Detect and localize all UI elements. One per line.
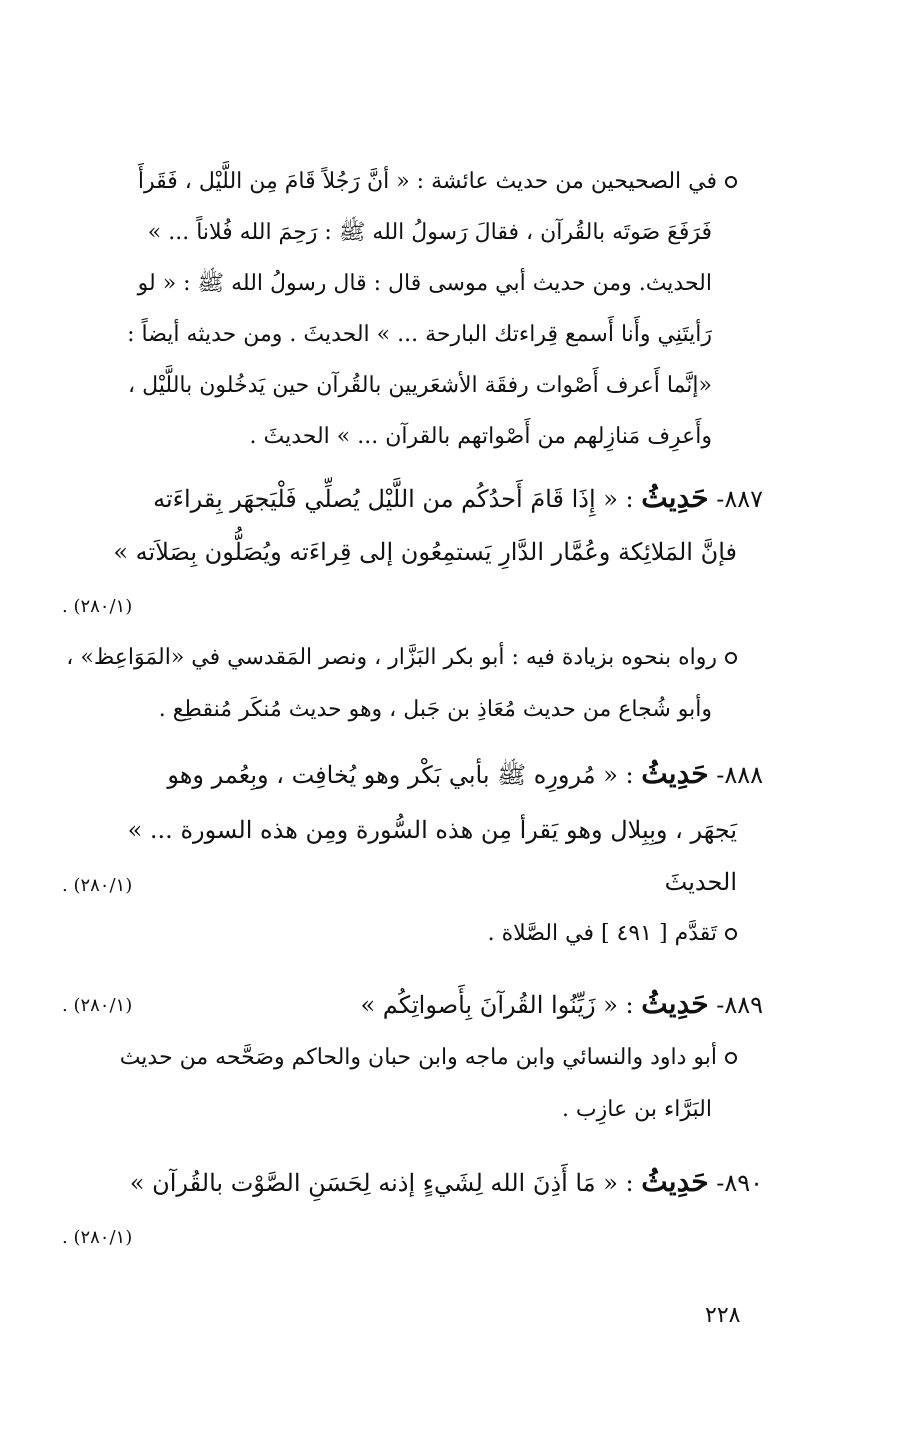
- hadith-888-reference: (٢٨٠/١) .: [62, 875, 133, 896]
- hadith-888-line-1: [167, 752, 763, 797]
- hadith-text: : « مَا أَذِنَ الله لِشَيءٍ إذنه لِحَسَنِ الصَّوْت بالقُرآن »: [129, 1169, 634, 1197]
- hadith-888-line-3: الحديثَ: [664, 868, 737, 896]
- hadith-889-line-1: [360, 982, 763, 1027]
- note-887-line-1: رواه بنحوه بزيادة فيه : أبو بكر البَزَّار ، ونصر المَقدسي في «المَوَاعِظ» ،: [66, 636, 737, 680]
- hadith-887-line-1: [153, 476, 763, 521]
- hadith-number: ٨٨٩-: [716, 991, 763, 1019]
- note-888-line-1: تَقدَّم [ ٤٩١ ] في الصَّلاة .: [488, 912, 737, 956]
- circle-bullet-icon: [725, 176, 737, 188]
- hadith-890-line-1: [130, 1160, 763, 1205]
- hadith-888-line-2: يَجهَر ، وبِبِلال وهو يَقرأ مِن هذه السُّورة ومِن هذه السورة ... »: [127, 816, 737, 844]
- hadith-887-line-2: فإنَّ المَلائِكة وعُمَّار الدَّارِ يَستمِعُون إلى قِراءَته ويُصَلُّون بِصَلاَته »: [113, 538, 737, 566]
- intro-line-1: في الصحيحين من حديث عائشة : « أنَّ رَجُلاً قَامَ مِن اللَّيْل ، فَقَرأَ: [138, 160, 737, 204]
- intro-line-6: وأَعرِف مَنازِلهم من أَصْواتهم بالقرآن ... » الحديثَ .: [249, 424, 712, 449]
- hadith-keyword: حَدِيثُ: [641, 481, 709, 514]
- page-number: ٢٢٨: [705, 1303, 741, 1328]
- hadith-keyword: حَدِيثُ: [641, 987, 709, 1020]
- intro-line-5: «إنَّما أَعرف أَصْوات رفقَة الأشعَريين بالقُرآن حين يَدخُلون باللَّيْل ،: [128, 373, 712, 398]
- intro-line-4: رَأيتَنِي وأَنا أَسمع قِراءتك البارحة ... » الحديثَ . ومن حديثه أيضاً :: [127, 322, 712, 347]
- note-889-line-2: البَرَّاء بن عازِب .: [561, 1097, 712, 1122]
- circle-bullet-icon: [725, 1052, 737, 1064]
- hadith-number: ٨٨٧-: [716, 485, 763, 513]
- hadith-text: : « مُرورِه ﷺ بأبي بَكْر وهو يُخافِت ، وبِعُمر وهو: [167, 761, 634, 789]
- note-889-line-1: أبو داود والنسائي وابن ماجه وابن حبان والحاكم وصَحَّحه من حديث: [120, 1036, 737, 1080]
- hadith-keyword: حَدِيثُ: [641, 757, 709, 790]
- intro-line-3: الحديث. ومن حديث أبي موسى قال : قال رسولُ الله ﷺ : « لو: [137, 271, 712, 296]
- hadith-text: : « زَيِّنُوا القُرآنَ بِأَصواتِكُم »: [360, 991, 634, 1019]
- hadith-text: : « إِذَا قَامَ أَحدُكُم من اللَّيْل يُصلِّي فَلْيَجهَر بِقراءَته: [153, 485, 634, 513]
- hadith-number: ٨٨٨-: [716, 761, 763, 789]
- hadith-889-reference: (٢٨٠/١) .: [62, 995, 133, 1016]
- hadith-number: ٨٩٠-: [716, 1169, 763, 1197]
- circle-bullet-icon: [725, 652, 737, 664]
- circle-bullet-icon: [725, 928, 737, 940]
- hadith-890-reference: (٢٨٠/١) .: [62, 1227, 133, 1248]
- hadith-887-reference: (٢٨٠/١) .: [62, 596, 133, 617]
- intro-line-2: فَرَفَعَ صَوتَه بالقُرآن ، فقالَ رَسولُ الله ﷺ : رَحِمَ الله فُلاناً ... »: [147, 220, 712, 245]
- hadith-keyword: حَدِيثُ: [641, 1165, 709, 1198]
- note-887-line-2: وأبو شُجاع من حديث مُعَاذِ بن جَبل ، وهو حديث مُنكَر مُنقطِع .: [158, 697, 712, 722]
